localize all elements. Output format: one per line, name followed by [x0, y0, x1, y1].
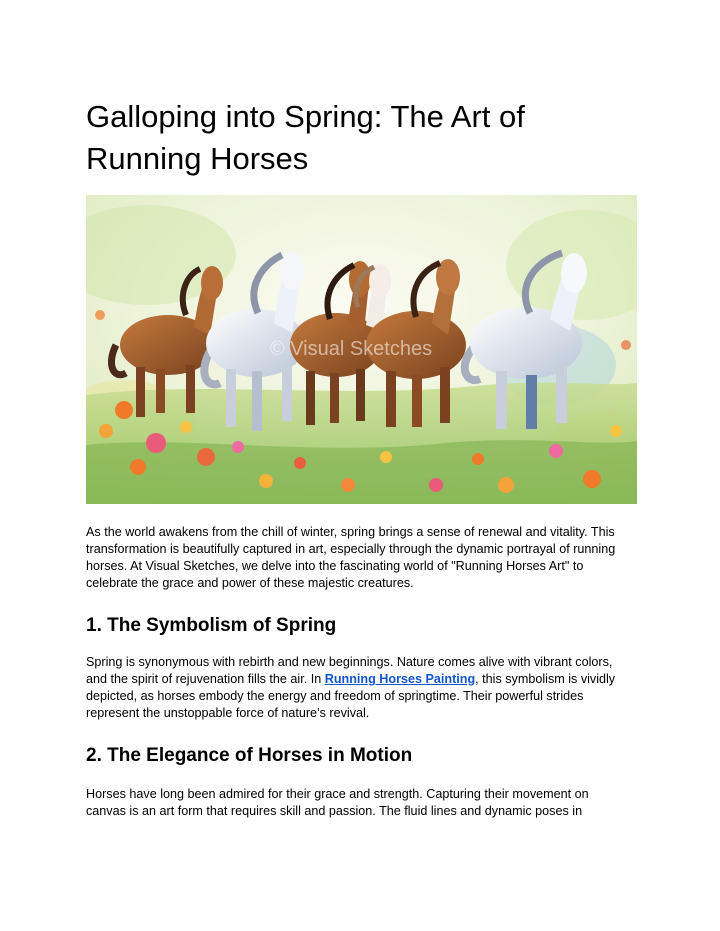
- section-1-paragraph: [86, 654, 646, 722]
- intro-line-3: horses. At Visual Sketches, we delve into the fascinating world of "Running Horses Art" to: [86, 559, 584, 573]
- intro-paragraph: [86, 524, 646, 592]
- article-title: [86, 96, 646, 180]
- title-line-2: Running Horses: [86, 141, 309, 176]
- section-2-line-2: canvas is an art form that requires skill and passion. The fluid lines and dynamic poses in: [86, 804, 583, 818]
- section-1-line-4: represent the unstoppable force of nature’s revival.: [86, 706, 370, 720]
- section-1-line-2-before: and the spirit of rejuvenation fills the air. In: [86, 672, 325, 686]
- running-horses-painting-link[interactable]: Running Horses Painting: [324, 672, 476, 686]
- section-2-line-1: Horses have long been admired for their grace and strength. Capturing their movement on: [86, 787, 589, 801]
- horses-watercolor-illustration: [86, 195, 637, 504]
- title-line-1: Galloping into Spring: The Art of: [86, 99, 525, 134]
- section-1-line-3: depicted, as horses embody the energy and freedom of springtime. Their powerful strides: [86, 689, 584, 703]
- intro-line-1: As the world awakens from the chill of winter, spring brings a sense of renewal and vitality. This: [86, 525, 615, 539]
- section-1-heading: 1. The Symbolism of Spring: [86, 615, 337, 636]
- intro-line-2: transformation is beautifully captured in art, especially through the dynamic portrayal of running: [86, 542, 616, 556]
- intro-line-4: celebrate the grace and power of these majestic creatures.: [86, 576, 414, 590]
- section-1-line-2-after: , this symbolism is vividly: [475, 672, 616, 686]
- section-2-heading: 2. The Elegance of Horses in Motion: [86, 745, 413, 766]
- running-horses-painting-image: [86, 195, 637, 504]
- image-watermark: © Visual Sketches: [269, 338, 433, 360]
- section-2-paragraph: [86, 786, 646, 820]
- section-1-line-1: Spring is synonymous with rebirth and new beginnings. Nature comes alive with vibrant colors,: [86, 655, 613, 669]
